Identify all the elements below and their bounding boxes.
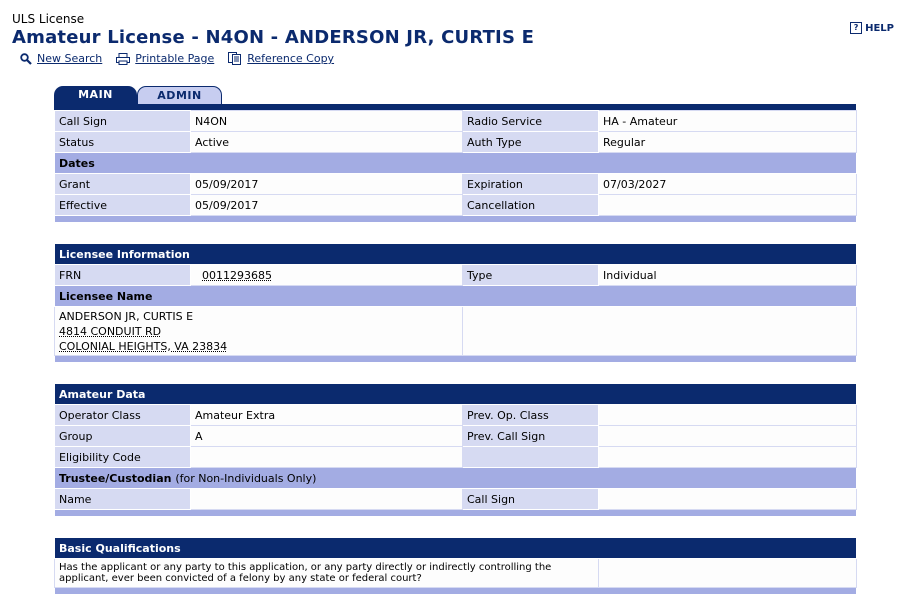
dates-section-header: Dates bbox=[55, 153, 857, 174]
trustee-call-sign-value bbox=[599, 489, 857, 510]
trustee-call-sign-label: Call Sign bbox=[463, 489, 599, 510]
printer-icon bbox=[116, 53, 130, 65]
frn-cell bbox=[191, 265, 463, 286]
grant-label: Grant bbox=[55, 174, 191, 195]
group-label: Group bbox=[55, 426, 191, 447]
printable-page-link[interactable]: Printable Page bbox=[135, 52, 215, 65]
section-divider bbox=[55, 510, 857, 517]
section-divider bbox=[55, 356, 857, 363]
help-label: HELP bbox=[865, 22, 894, 34]
operator-class-value: Amateur Extra bbox=[191, 405, 463, 426]
table-row bbox=[55, 307, 857, 356]
help-button[interactable] bbox=[850, 22, 894, 34]
spacer-row bbox=[55, 223, 857, 244]
grant-value: 05/09/2017 bbox=[191, 174, 463, 195]
trustee-label: Trustee/Custodian bbox=[59, 471, 172, 485]
eligibility-blank-value bbox=[599, 447, 857, 468]
eligibility-label: Eligibility Code bbox=[55, 447, 191, 468]
section-divider bbox=[55, 216, 857, 223]
table-row bbox=[55, 447, 857, 468]
address-line-2[interactable]: COLONIAL HEIGHTS, VA 23834 bbox=[59, 339, 228, 353]
trustee-name-value bbox=[191, 489, 463, 510]
reference-copy-tool[interactable] bbox=[228, 52, 334, 65]
status-value: Active bbox=[191, 132, 463, 153]
expiration-value: 07/03/2027 bbox=[599, 174, 857, 195]
table-row bbox=[55, 286, 857, 307]
table-row bbox=[55, 265, 857, 286]
amateur-section-header: Amateur Data bbox=[55, 384, 857, 405]
frn-label: FRN bbox=[55, 265, 191, 286]
felony-answer bbox=[599, 559, 857, 588]
reference-copy-link[interactable]: Reference Copy bbox=[247, 52, 335, 65]
trustee-name-label: Name bbox=[55, 489, 191, 510]
eligibility-blank-label bbox=[463, 447, 599, 468]
frn-link[interactable]: 0011293685 bbox=[202, 268, 272, 282]
app-label: ULS License bbox=[12, 12, 85, 26]
group-value: A bbox=[191, 426, 463, 447]
prev-call-sign-label: Prev. Call Sign bbox=[463, 426, 599, 447]
section-divider bbox=[55, 588, 857, 595]
cancellation-label: Cancellation bbox=[463, 195, 599, 216]
licensee-address-blank bbox=[463, 307, 857, 356]
licensee-name-value: ANDERSON JR, CURTIS E bbox=[59, 309, 194, 323]
radio-service-label: Radio Service bbox=[463, 111, 599, 132]
table-row bbox=[55, 132, 857, 153]
new-search-link[interactable]: New Search bbox=[37, 52, 103, 65]
license-table bbox=[54, 110, 857, 595]
spacer-row bbox=[55, 363, 857, 384]
table-row bbox=[55, 468, 857, 489]
call-sign-value: N4ON bbox=[191, 111, 463, 132]
radio-service-value: HA - Amateur bbox=[599, 111, 857, 132]
table-row bbox=[55, 426, 857, 447]
eligibility-value bbox=[191, 447, 463, 468]
prev-call-sign-value bbox=[599, 426, 857, 447]
printable-page-tool[interactable] bbox=[116, 52, 214, 65]
prev-op-class-value bbox=[599, 405, 857, 426]
tab-bar bbox=[54, 86, 222, 104]
help-icon: ? bbox=[850, 22, 862, 34]
toolbar bbox=[20, 52, 334, 65]
effective-label: Effective bbox=[55, 195, 191, 216]
licensee-address bbox=[55, 307, 463, 356]
page-title: Amateur License - N4ON - ANDERSON JR, CURTIS E bbox=[12, 27, 535, 48]
table-row bbox=[55, 489, 857, 510]
search-icon bbox=[20, 53, 32, 65]
cancellation-value bbox=[599, 195, 857, 216]
licensee-section-header: Licensee Information bbox=[55, 244, 857, 265]
document-copy-icon bbox=[228, 52, 242, 65]
table-row bbox=[55, 195, 857, 216]
tab-admin[interactable]: ADMIN bbox=[137, 86, 222, 104]
table-row bbox=[55, 244, 857, 265]
table-row bbox=[55, 559, 857, 588]
table-row bbox=[55, 111, 857, 132]
qualifications-section-header: Basic Qualifications bbox=[55, 538, 857, 559]
table-row bbox=[55, 174, 857, 195]
table-row bbox=[55, 153, 857, 174]
table-row bbox=[55, 384, 857, 405]
felony-question: Has the applicant or any party to this application, or any party directly or indirectly controlling the applicant, ever been convicted of a felony by any state or federal court? bbox=[55, 559, 599, 588]
prev-op-class-label: Prev. Op. Class bbox=[463, 405, 599, 426]
spacer-row bbox=[55, 517, 857, 538]
auth-type-value: Regular bbox=[599, 132, 857, 153]
license-panel bbox=[54, 104, 856, 595]
type-value: Individual bbox=[599, 265, 857, 286]
operator-class-label: Operator Class bbox=[55, 405, 191, 426]
table-row bbox=[55, 538, 857, 559]
expiration-label: Expiration bbox=[463, 174, 599, 195]
new-search-tool[interactable] bbox=[20, 52, 102, 65]
trustee-note: (for Non-Individuals Only) bbox=[175, 471, 317, 485]
type-label: Type bbox=[463, 265, 599, 286]
effective-value: 05/09/2017 bbox=[191, 195, 463, 216]
address-line-1[interactable]: 4814 CONDUIT RD bbox=[59, 324, 162, 338]
auth-type-label: Auth Type bbox=[463, 132, 599, 153]
call-sign-label: Call Sign bbox=[55, 111, 191, 132]
tab-main[interactable]: MAIN bbox=[54, 86, 137, 104]
table-row bbox=[55, 405, 857, 426]
licensee-name-header: Licensee Name bbox=[55, 286, 857, 307]
status-label: Status bbox=[55, 132, 191, 153]
trustee-header bbox=[55, 468, 857, 489]
